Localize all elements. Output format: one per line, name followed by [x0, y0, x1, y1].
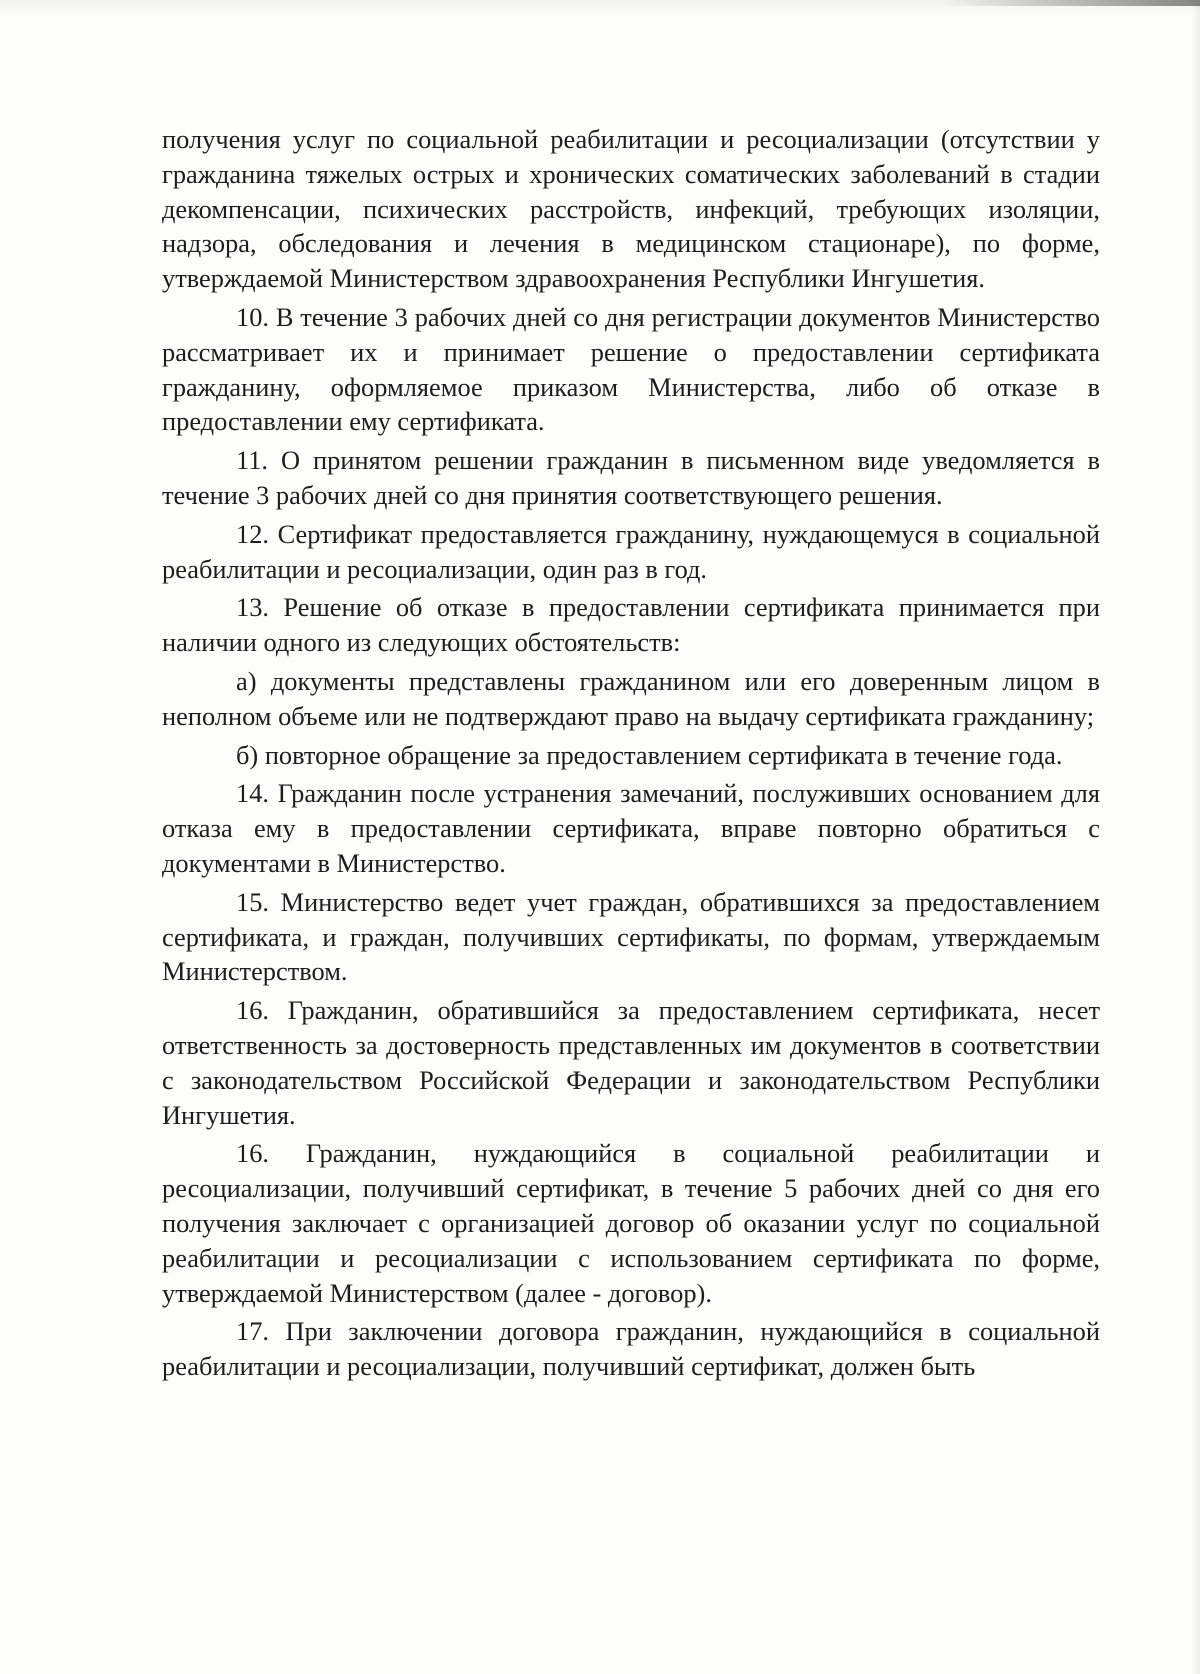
paragraph-item-12: 12. Сертификат предоставляется гражданину, нуждающемуся в социальной реабилитации и ресоциализации, один раз в год.: [162, 518, 1100, 584]
paragraph-item-10: 10. В течение 3 рабочих дней со дня регистрации документов Министерство рассматривает их и принимает решение о предоставлении сертификата гражданину, оформляемое приказом Министерства, либо об отказе в предоставлении ему сертификата.: [162, 301, 1100, 437]
paragraph-item-15: 15. Министерство ведет учет граждан, обратившихся за предоставлением сертификата, и граждан, получивших сертификаты, по формам, утверждаемым Министерством.: [162, 886, 1100, 987]
document-body: [162, 122, 1100, 1384]
paragraph-item-17: 17. При заключении договора гражданин, нуждающийся в социальной реабилитации и ресоциализации, получивший сертификат, должен быть: [162, 1316, 1100, 1382]
paragraph-item-13-a: а) документы представлены гражданином или его доверенным лицом в неполном объеме или не подтверждают право на выдачу сертификата гражданину;: [162, 665, 1100, 731]
paragraph-continuation: получения услуг по социальной реабилитации и ресоциализации (отсутствии у гражданина тяжелых острых и хронических соматических заболеваний в стадии декомпенсации, психических расстройств, инфекций, требующих изоляции, надзора, обследования и лечения в медицинском стационаре), по форме, утверждаемой Министерством здравоохранения Республики Ингушетия.: [162, 124, 1100, 294]
paragraph-item-13: 13. Решение об отказе в предоставлении сертификата принимается при наличии одного из следующих обстоятельств:: [162, 592, 1100, 658]
scan-shadow-right: [1192, 0, 1200, 1674]
paragraph-item-13-b: б) повторное обращение за предоставлением сертификата в течение года.: [236, 739, 1063, 770]
paragraph-item-16-first: 16. Гражданин, обратившийся за предоставлением сертификата, несет ответственность за достоверность представленных им документов в соответствии с законодательством Российской Федерации и законодательством Республики Ингушетия.: [162, 995, 1100, 1130]
scan-shadow-top-right: [940, 0, 1200, 6]
paragraph-item-16-second: 16. Гражданин, нуждающийся в социальной реабилитации и ресоциализации, получивший сертификат, в течение 5 рабочих дней со дня его получения заключает с организацией договор об оказании услуг по социальной реабилитации и ресоциализации с использованием сертификата по форме, утверждаемой Министерством (далее - договор).: [162, 1138, 1100, 1308]
paragraph-item-11: 11. О принятом решении гражданин в письменном виде уведомляется в течение 3 рабочих дней со дня принятия соответствующего решения.: [162, 445, 1100, 510]
paragraph-item-14: 14. Гражданин после устранения замечаний, послуживших основанием для отказа ему в предоставлении сертификата, вправе повторно обратиться с документами в Министерство.: [162, 778, 1100, 878]
